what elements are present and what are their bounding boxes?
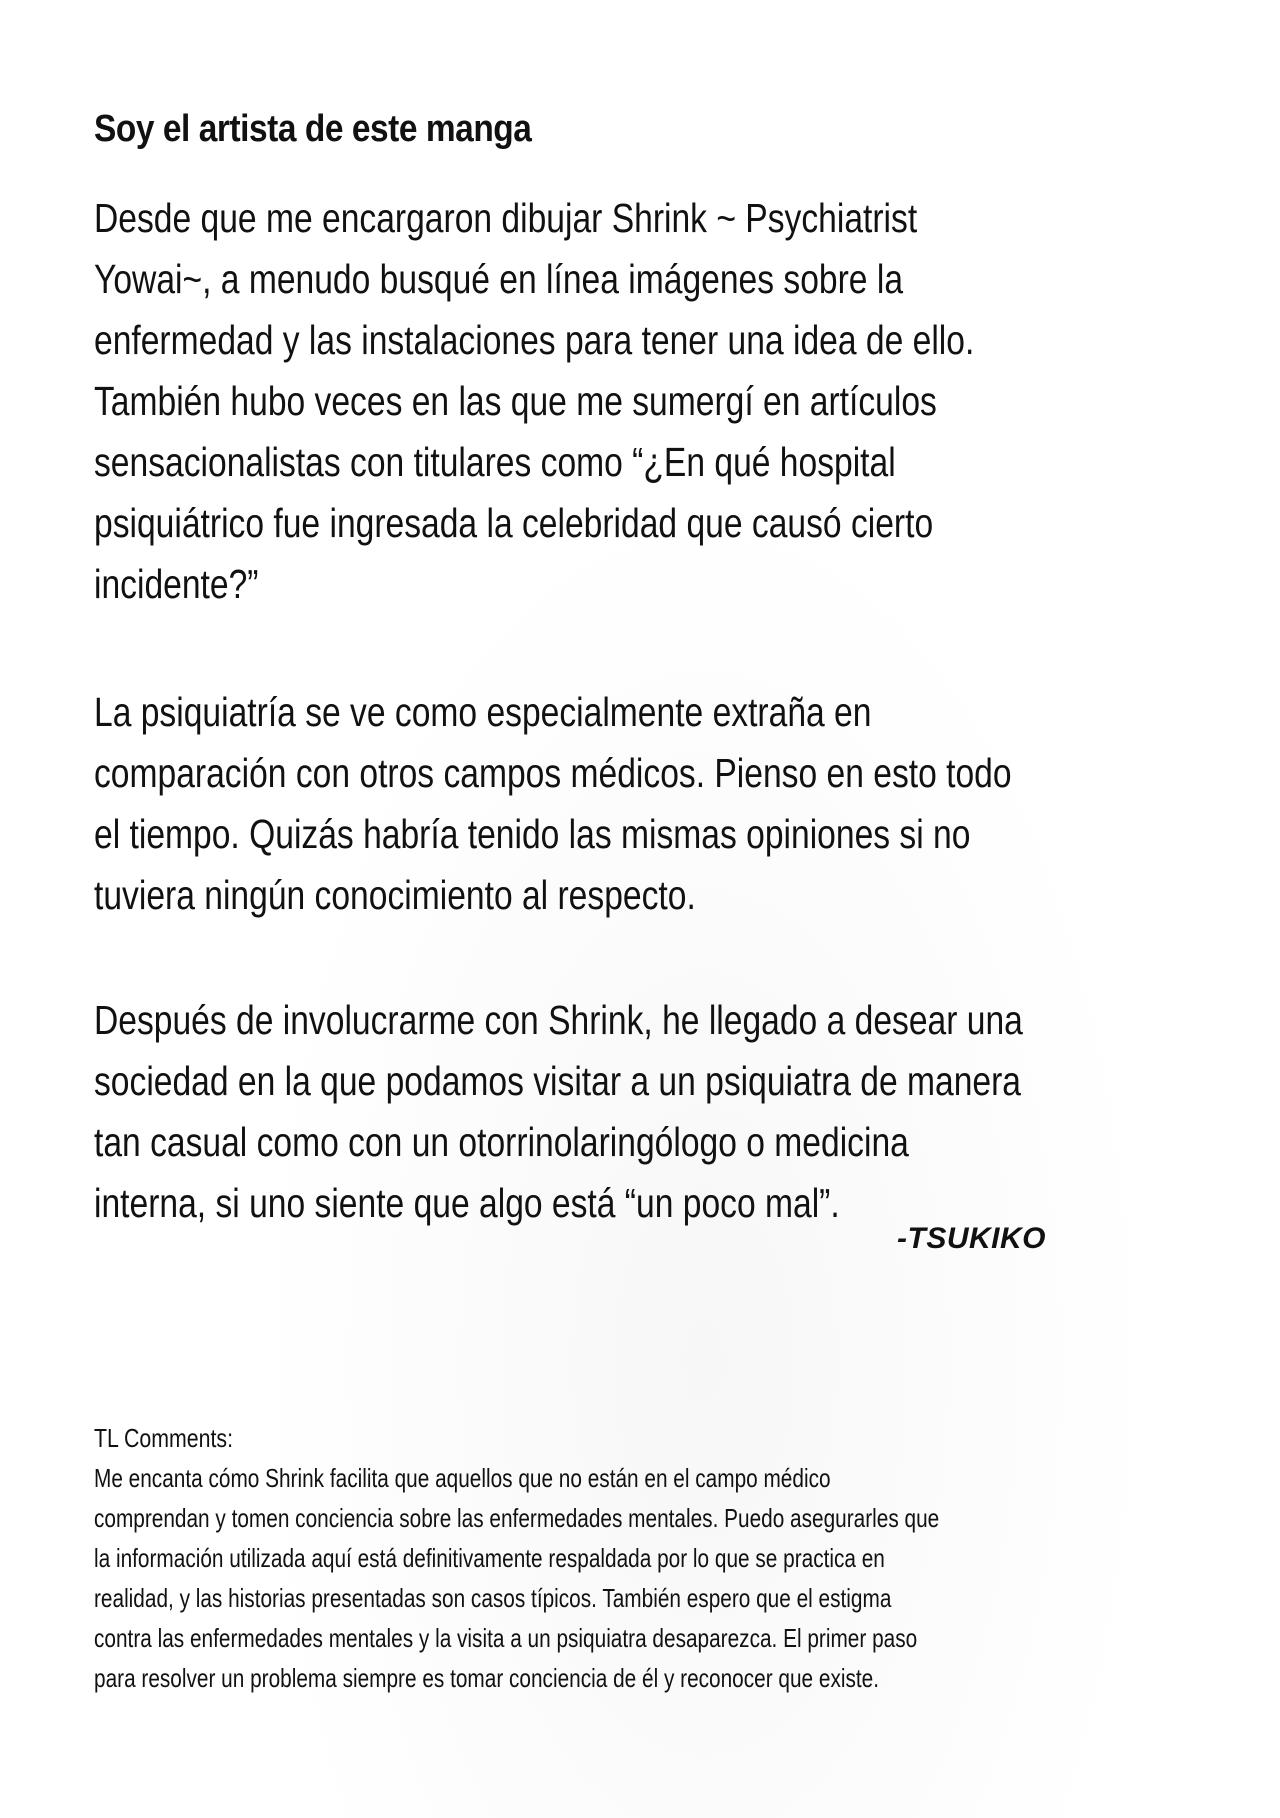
text-line: contra las enfermedades mentales y la visita a un psiquiatra desaparezca. El primer paso <box>94 1623 918 1653</box>
text-line: sensacionalistas con titulares como “¿En qué hospital <box>94 439 896 485</box>
text-line: para resolver un problema siempre es tomar conciencia de él y reconocer que existe. <box>94 1663 880 1693</box>
text-line: realidad, y las historias presentadas son casos típicos. También espero que el estigma <box>94 1583 892 1613</box>
text-line: enfermedad y las instalaciones para tener una idea de ello. <box>94 317 975 363</box>
text-line: Desde que me encargaron dibujar Shrink ~ Psychiatrist <box>94 195 918 241</box>
text-line: incidente?” <box>94 561 259 607</box>
paragraph-3 <box>94 990 1023 1234</box>
text-line: Yowai~, a menudo busqué en línea imágenes sobre la <box>94 256 904 302</box>
text-line: También hubo veces en las que me sumergí en artículos <box>94 378 937 424</box>
tl-comments-body <box>94 1458 939 1698</box>
text-line: Después de involucrarme con Shrink, he llegado a desear una <box>94 997 1023 1043</box>
text-line: sociedad en la que podamos visitar a un psiquiatra de manera <box>94 1058 1021 1104</box>
text-line: tuviera ningún conocimiento al respecto. <box>94 872 696 918</box>
text-line: el tiempo. Quizás habría tenido las mismas opiniones si no <box>94 811 971 857</box>
paragraph-1 <box>94 188 974 615</box>
text-line: interna, si uno siente que algo está “un poco mal”. <box>94 1180 840 1226</box>
page-title: Soy el artista de este manga <box>94 108 532 150</box>
tl-comments-heading: TL Comments: <box>94 1423 234 1453</box>
text-line: la información utilizada aquí está definitivamente respaldada por lo que se practica en <box>94 1543 885 1573</box>
text-line: comparación con otros campos médicos. Pienso en esto todo <box>94 750 1012 796</box>
text-line: tan casual como con un otorrinolaringólogo o medicina <box>94 1119 909 1165</box>
text-line: psiquiátrico fue ingresada la celebridad que causó cierto <box>94 500 934 546</box>
text-line: comprendan y tomen conciencia sobre las enfermedades mentales. Puedo asegurarles que <box>94 1503 940 1533</box>
text-line: La psiquiatría se ve como especialmente extraña en <box>94 689 872 735</box>
author-signature: -TSUKIKO <box>897 1222 1046 1255</box>
paragraph-2 <box>94 682 1012 926</box>
text-line: Me encanta cómo Shrink facilita que aquellos que no están en el campo médico <box>94 1463 831 1493</box>
